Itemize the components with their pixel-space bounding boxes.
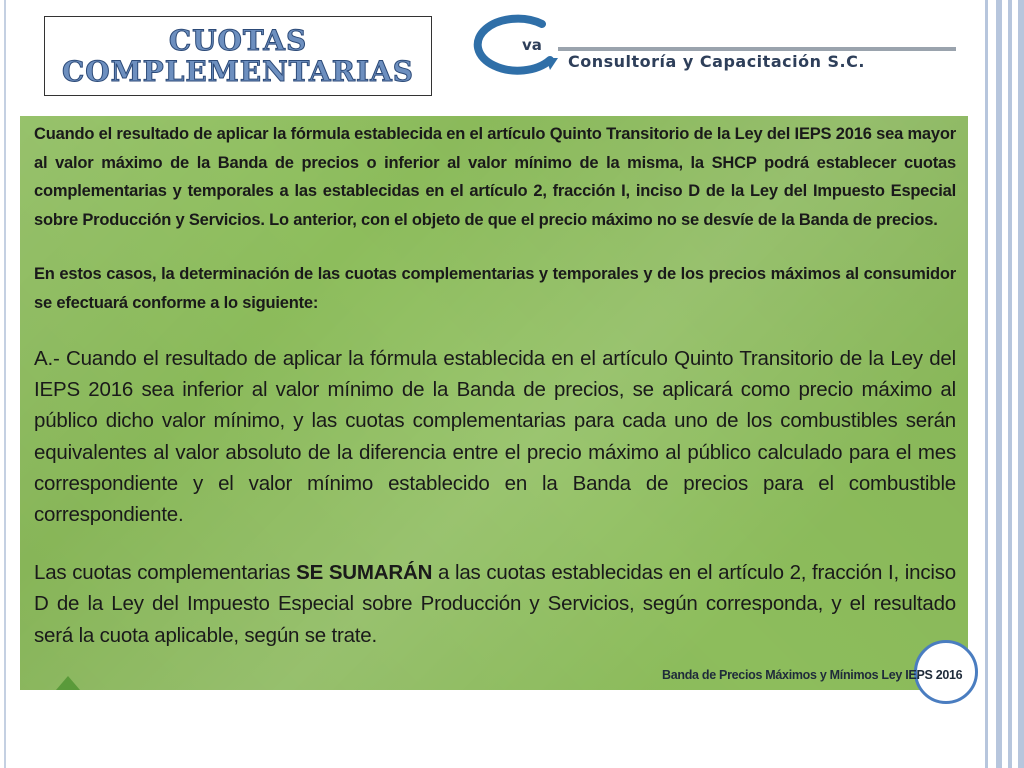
company-name: Consultoría y Capacitación S.C. <box>568 52 865 71</box>
slide-body <box>34 120 956 651</box>
slide-left-border <box>4 0 6 768</box>
decorative-side-stripes <box>974 0 1024 768</box>
paragraph-4-start: Las cuotas complementarias <box>34 561 297 585</box>
body-paragraph-3: A.- Cuando el resultado de aplicar la fórmula establecida en el artículo Quinto Transitorio de la Ley del IEPS 2016 sea inferior al valor mínimo de la Banda de precios, se aplicará como precio máximo al público dicho valor mínimo, y las cuotas complementarias para cada uno de los combustibles serán equivalentes al valor absoluto de la diferencia entre el precio máximo al público calculado para el mes correspondiente y el valor mínimo establecido en la Banda de precios para el combustible correspondiente. <box>34 347 956 527</box>
company-logo <box>450 6 960 82</box>
decorative-triangle-icon <box>56 676 80 690</box>
body-paragraph-4 <box>34 557 956 651</box>
body-paragraph-2: En estos casos, la determinación de las cuotas complementarias y temporales y de los precios máximos al consumidor se efectuará conforme a lo siguiente: <box>34 265 956 312</box>
logo-mark-text: va <box>522 36 542 54</box>
paragraph-4-emphasis: SE SUMARÁN <box>296 561 433 585</box>
slide-title-line1: CUOTAS <box>168 24 308 57</box>
slide-footer: Banda de Precios Máximos y Mínimos Ley IEPS 2016 <box>662 668 963 682</box>
slide-title-line2: COMPLEMENTARIAS <box>61 55 415 88</box>
paragraph-4-end: a las cuotas establecidas en el artículo 2, fracción I, inciso D de la Ley del Impuesto Especial sobre Producción y Servicios, según corresponda, y el resultado será la cuota aplicable, según se trate. <box>34 561 957 647</box>
slide-title-box <box>44 16 432 96</box>
body-paragraph-1: Cuando el resultado de aplicar la fórmula establecida en el artículo Quinto Transitorio de la Ley del IEPS 2016 sea mayor al valor máximo de la Banda de precios o inferior al valor mínimo de la misma, la SHCP podrá establecer cuotas complementarias y temporales a las establecidas en el artículo 2, fracción I, inciso D de la Ley del Impuesto Especial sobre Producción y Servicios. Lo anterior, con el objeto de que el precio máximo no se desvíe de la Banda de precios. <box>34 125 956 229</box>
